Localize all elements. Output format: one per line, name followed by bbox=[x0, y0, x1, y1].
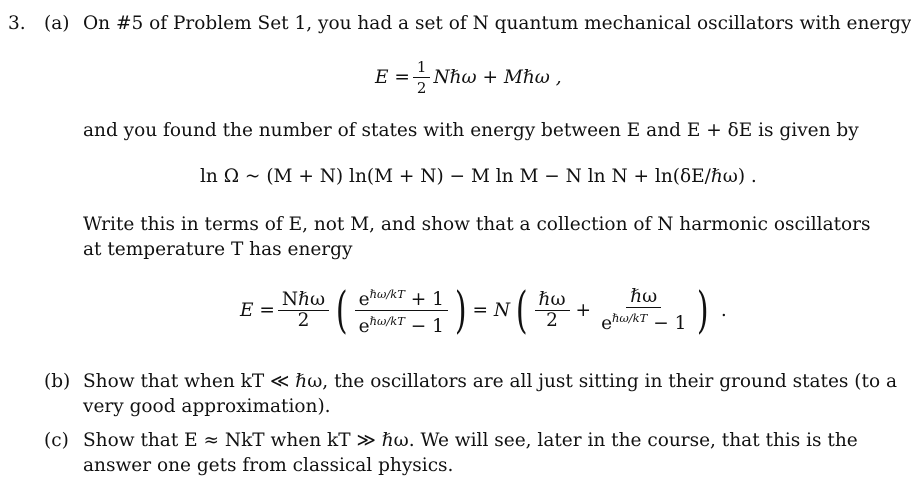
exp-ratio-fraction bbox=[355, 285, 448, 336]
problem-number: 3. bbox=[8, 13, 26, 34]
left-paren: ( bbox=[335, 281, 348, 339]
f1-den: 2 bbox=[297, 309, 310, 331]
f1-num: Nℏω bbox=[278, 291, 329, 311]
hbar-omega-over-2 bbox=[535, 288, 570, 331]
part-c-line2: answer one gets from classical physics. bbox=[83, 455, 454, 476]
half-den: 2 bbox=[416, 79, 427, 97]
write-text-line2: at temperature T has energy bbox=[83, 239, 353, 260]
left-paren-2: ( bbox=[515, 281, 528, 339]
f4-den: $e^{\hbar\omega/kT} - 1$ bbox=[601, 310, 687, 334]
part-c-label: (c) bbox=[44, 430, 69, 451]
energy-equation bbox=[375, 58, 562, 97]
half-num: 1 bbox=[413, 58, 431, 78]
result-equation bbox=[240, 280, 727, 340]
bose-fraction bbox=[597, 285, 690, 334]
f2-num: $e^{\hbar\omega/kT} + 1$ bbox=[355, 285, 448, 311]
write-text-line1: Write this in terms of E, not M, and show that a collection of N harmonic oscillators bbox=[83, 214, 871, 235]
f3-num: ℏω bbox=[535, 291, 570, 311]
right-paren-2: ) bbox=[697, 281, 709, 339]
f4-num: ℏω bbox=[626, 288, 661, 308]
half-fraction bbox=[413, 58, 431, 97]
part-a-intro: On #5 of Problem Set 1, you had a set of N quantum mechanical oscillators with energy bbox=[83, 13, 911, 34]
found-text: and you found the number of states with energy between E and E + δE is given by bbox=[83, 120, 859, 141]
n-hbar-omega-over-2 bbox=[278, 288, 329, 331]
part-b-label: (b) bbox=[44, 371, 71, 392]
energy-eq-lhs: E = bbox=[375, 67, 410, 88]
part-a-label: (a) bbox=[44, 13, 70, 34]
result-lhs: E = bbox=[240, 299, 275, 321]
entropy-equation: ln Ω ~ (M + N) ln(M + N) − M ln M − N ln N + ln(δE/ℏω) . bbox=[200, 166, 757, 187]
part-b-line2: very good approximation). bbox=[83, 396, 331, 417]
part-b-line1: Show that when kT ≪ ℏω, the oscillators are all just sitting in their ground states (to a bbox=[83, 371, 897, 392]
result-plus: + bbox=[575, 299, 592, 321]
f2-den: $e^{\hbar\omega/kT} - 1$ bbox=[358, 313, 444, 337]
right-paren: ) bbox=[454, 281, 467, 339]
result-end: . bbox=[720, 299, 727, 321]
f3-den: 2 bbox=[546, 309, 558, 331]
result-mid: = N bbox=[472, 299, 511, 321]
energy-eq-rest: Nℏω + Mℏω , bbox=[433, 67, 562, 88]
part-c-line1: Show that E ≈ NkT when kT ≫ ℏω. We will see, later in the course, that this is the bbox=[83, 430, 858, 451]
